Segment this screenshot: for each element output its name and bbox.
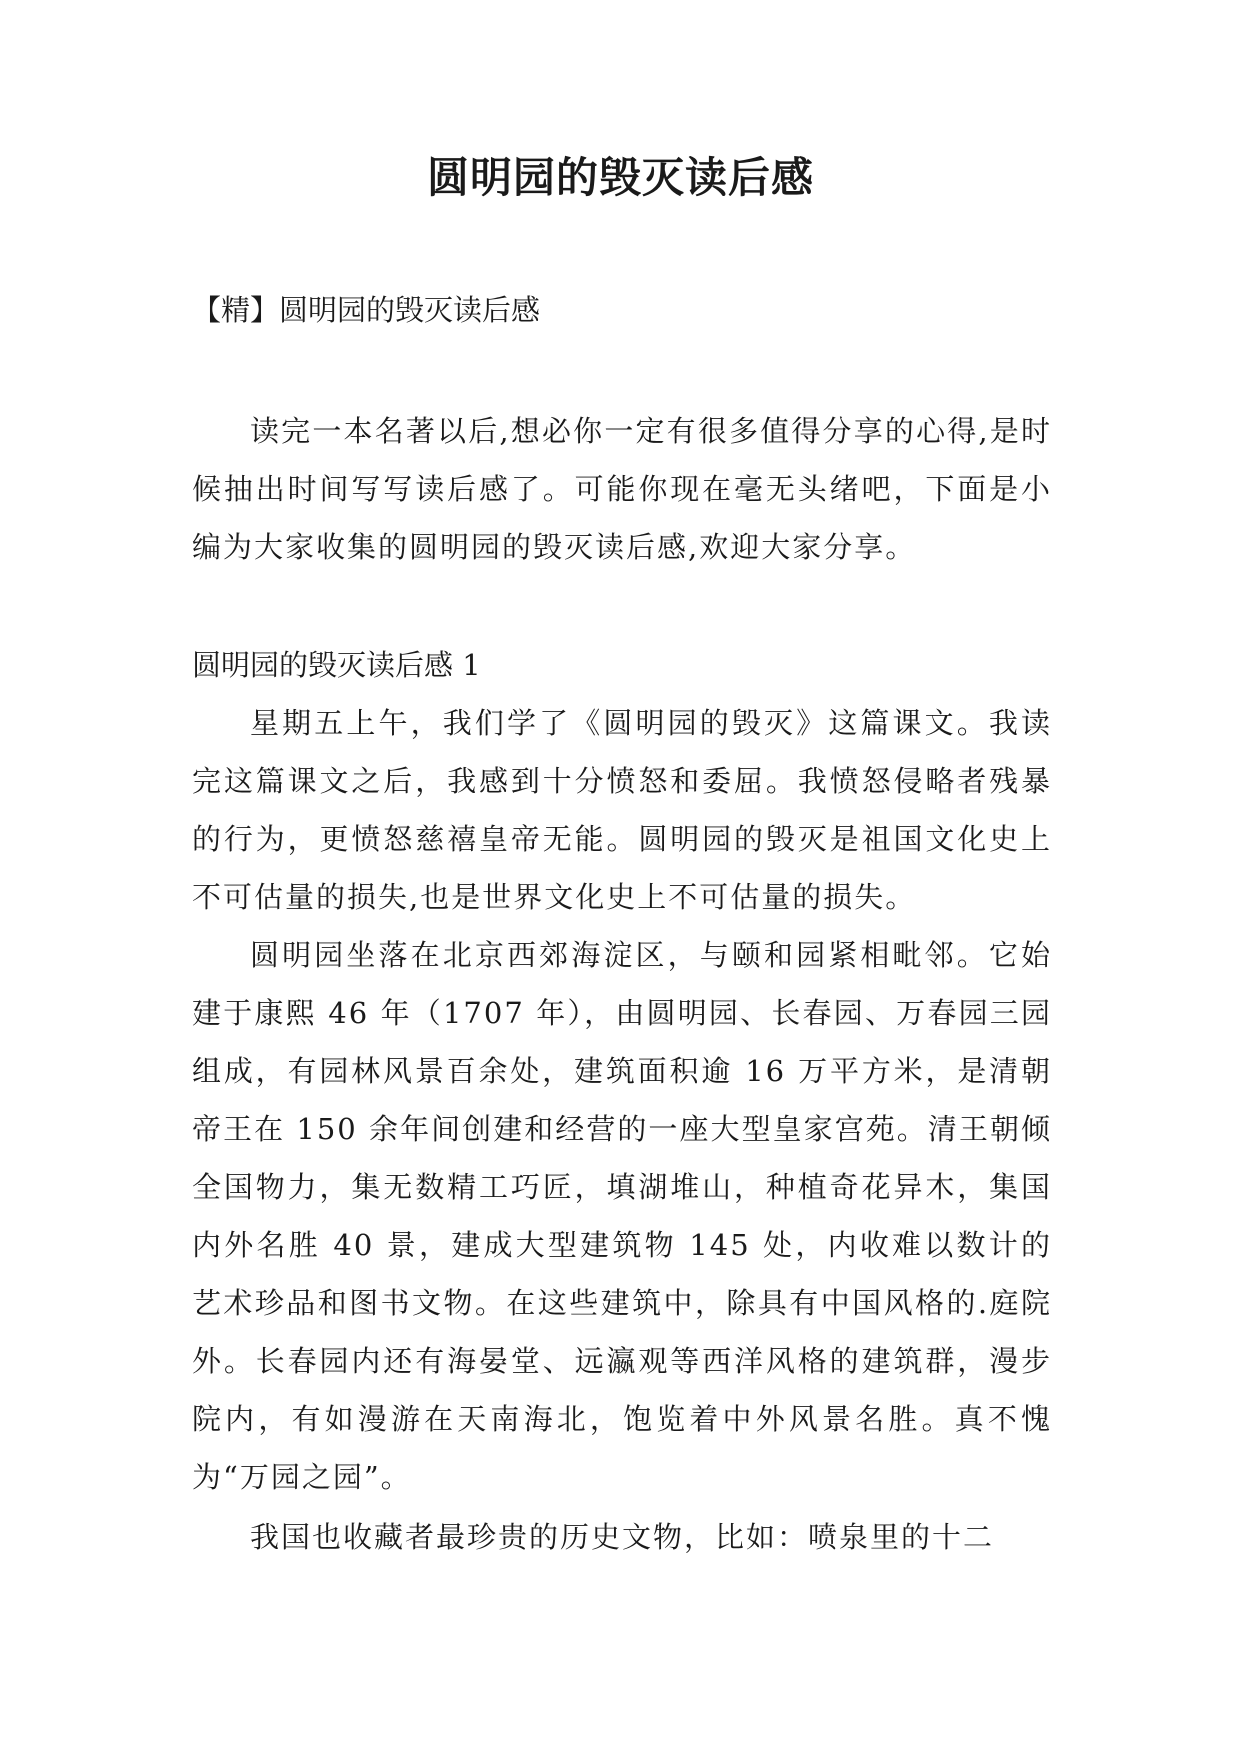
section-heading: 圆明园的毁灭读后感 1 <box>192 648 481 682</box>
intro-paragraph: 读完一本名著以后,想必你一定有很多值得分享的心得,是时候抽出时间写写读后感了。可能你现在毫无头绪吧，下面是小编为大家收集的圆明园的毁灭读后感,欢迎大家分享。 <box>192 414 1052 564</box>
document-subtitle: 【精】圆明园的毁灭读后感 <box>192 293 541 327</box>
body-paragraph-3: 我国也收藏者最珍贵的历史文物，比如：喷泉里的十二 <box>250 1520 995 1554</box>
body-paragraph-1: 星期五上午，我们学了《圆明园的毁灭》这篇课文。我读完这篇课文之后，我感到十分愤怒和委屈。我愤怒侵略者残暴的行为，更愤怒慈禧皇帝无能。圆明园的毁灭是祖国文化史上不可估量的损失,也是世界文化史上不可估量的损失。 <box>192 706 1052 914</box>
document-title: 圆明园的毁灭读后感 <box>426 153 814 202</box>
body-paragraph-2: 圆明园坐落在北京西郊海淀区，与颐和园紧相毗邻。它始建于康熙 46 年（1707 年），由圆明园、长春园、万春园三园组成，有园林风景百余处，建筑面积逾 16 万平方米，是清朝帝王在 150 余年间创建和经营的一座大型皇家宫苑。清王朝倾全国物力，集无数精工巧匠，填湖堆山，种植奇花异木，集国内外名胜 40 景，建成大型建筑物 145 处，内收难以数计的艺术珍品和图书文物。在这些建筑中，除具有中国风格的.庭院外。长春园内还有海晏堂、远瀛观等西洋风格的建筑群，漫步院内，有如漫游在天南海北，饱览着中外风景名胜。真不愧为“万园之园”。 <box>192 938 1052 1494</box>
